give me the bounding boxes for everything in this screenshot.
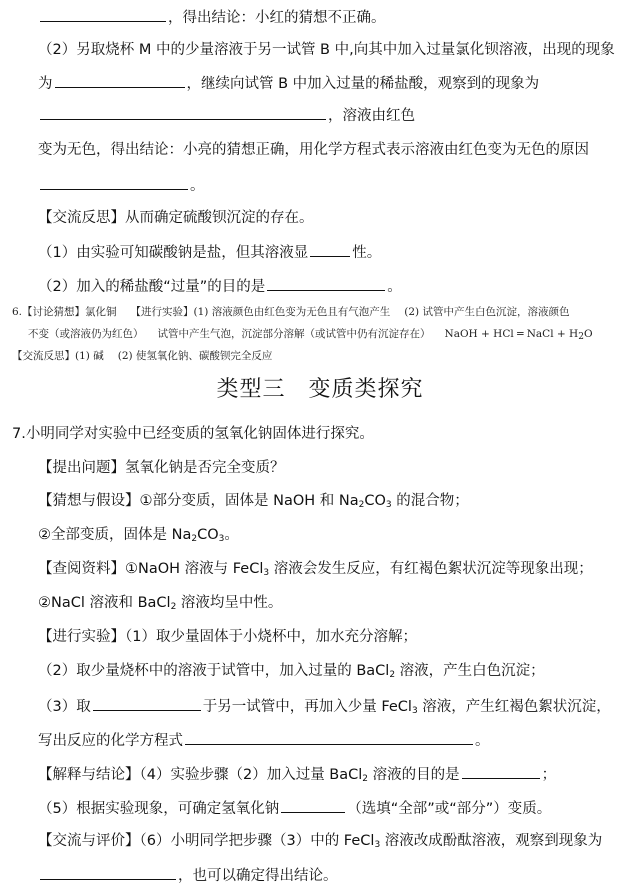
answer-blank[interactable] — [40, 864, 176, 880]
q6-equation-line: 。 — [38, 174, 628, 196]
q7-question: 【提出问题】氢氧化钠是否完全变质？ — [38, 460, 285, 476]
q7-experiment-3: （3）取 于另一试管中，再加入少量 FeCl$_3$ 溶液，产生红褐色絮状沉淀， — [38, 695, 628, 717]
q7-experiment-1: 【进行实验】（1）取少量固体于小烧杯中，加水充分溶解； — [38, 629, 417, 645]
q6-step2-line: （2）另取烧杯 M 中的少量溶液于另一试管 B 中,向其中加入过量氯化钡溶液，出现的现象 — [38, 42, 615, 58]
answer-key-line-3: 【交流反思】(1) 碱 (2) 使氢氧化钠、碳酸钡完全反应 — [12, 350, 273, 362]
answer-blank[interactable] — [281, 797, 345, 813]
q7-experiment-2: （2）取少量烧杯中的溶液于试管中，加入过量的 BaCl$_2$ 溶液，产生白色沉淀； — [38, 663, 545, 680]
answer-blank[interactable] — [267, 275, 385, 291]
q7-reference-2: ②NaCl 溶液和 BaCl$_2$ 溶液均呈中性。 — [38, 595, 283, 612]
q7-equation-line: 写出反应的化学方程式 。 — [38, 729, 628, 751]
q6-phenomenon-line: 为 ，继续向试管 B 中加入过量的稀盐酸，观察到的现象为 — [38, 72, 628, 94]
q6-color-change-line: 变为无色，得出结论：小亮的猜想正确，用化学方程式表示溶液由红色变为无色的原因 — [38, 142, 589, 158]
answer-blank[interactable] — [310, 241, 350, 257]
q7-hypothesis-1: 【猜想与假设】①部分变质，固体是 NaOH 和 $Na_2CO_3$ 的混合物； — [38, 493, 469, 510]
q7-reference-1: 【查阅资料】①NaOH 溶液与 FeCl$_3$ 溶液会发生反应，有红褐色絮状沉淀等现象出现； — [38, 561, 593, 578]
q6-reflection-2: （2）加入的稀盐酸“过量”的目的是 。 — [38, 275, 628, 297]
answer-blank[interactable] — [93, 695, 201, 711]
q6-phenomenon2-line: ，溶液由红色 — [38, 104, 628, 126]
answer-blank[interactable] — [40, 104, 326, 120]
q7-evaluation-6: 【交流与评价】（6）小明同学把步骤（3）中的 FeCl$_3$ 溶液改成酚酞溶液，观察到现象为 — [38, 833, 603, 850]
answer-blank[interactable] — [40, 174, 188, 190]
q7-conclusion-5: （5）根据实验现象，可确定氢氧化钠 （选填“全部”或“部分”）变质。 — [38, 797, 628, 819]
answer-blank[interactable] — [185, 729, 473, 745]
answer-key-line-1: 6.【讨论猜想】氯化铜 【进行实验】(1) 溶液颜色由红色变为无色且有气泡产生 (2) 试管中产生白色沉淀，溶液颜色 — [12, 306, 570, 318]
q6-conclusion-line: ，得出结论：小红的猜想不正确。 — [38, 6, 628, 28]
q7-hypothesis-2: ②全部变质，固体是 $Na_2CO_3$。 — [38, 527, 239, 544]
answer-blank[interactable] — [462, 763, 540, 779]
q7-evaluation-result: ，也可以确定得出结论。 — [38, 864, 628, 886]
q7-conclusion-4: 【解释与结论】（4）实验步骤（2）加入过量 BaCl$_2$ 溶液的目的是 ； — [38, 763, 628, 785]
q7-stem: 7.小明同学对实验中已经变质的氢氧化钠固体进行探究。 — [12, 426, 374, 442]
answer-key-line-2: 不变（或溶液仍为红色） 试管中产生气泡，沉淀部分溶解（或试管中仍有沉淀存在） NaOH + HCl ═ NaCl + $H_2O$ — [28, 328, 593, 342]
q6-reflection-heading: 【交流反思】从而确定硫酸钡沉淀的存在。 — [38, 210, 314, 226]
answer-blank[interactable] — [40, 6, 166, 22]
answer-blank[interactable] — [55, 72, 185, 88]
section-title: 类型三 变质类探究 — [216, 377, 424, 402]
q6-reflection-1: （1）由实验可知碳酸钠是盐，但其溶液显 性。 — [38, 241, 628, 263]
